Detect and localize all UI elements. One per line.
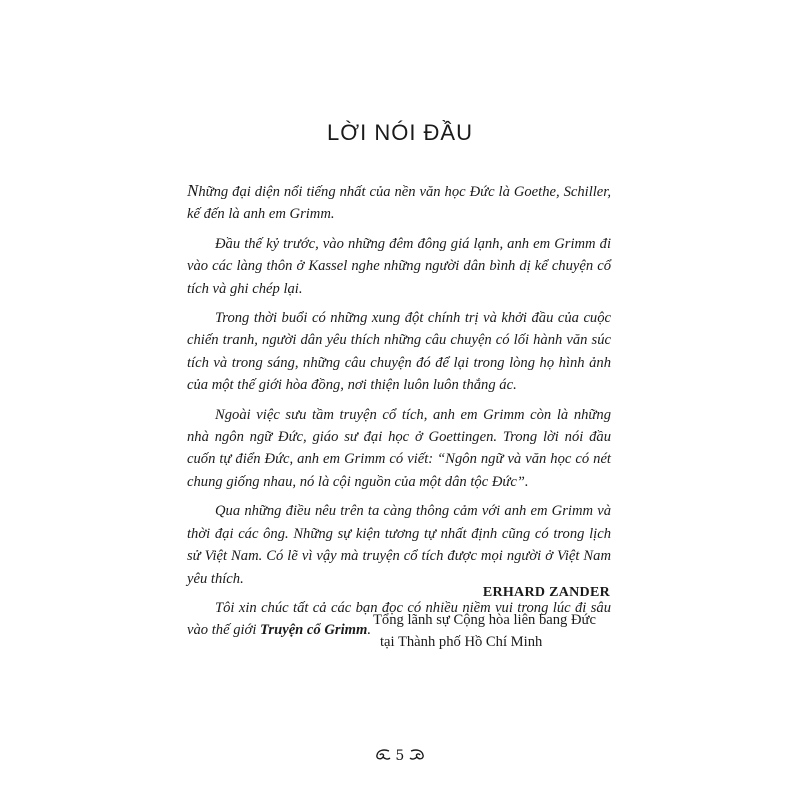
signature-position [373, 609, 623, 653]
book-title: Truyện cổ Grimm [260, 622, 368, 639]
first-letter: N [187, 181, 199, 200]
paragraph-6-text: Tôi xin chúc tất cả các bạn đọc có nhiều niềm vui trong lúc đi sâu vào thế giới [187, 599, 611, 639]
paragraph-1-text: hững đại diện nổi tiếng nhất của nền văn học Đức là Goethe, Schiller, kế đến là anh em Grimm. [187, 184, 611, 223]
paragraph-6-end: . [367, 622, 371, 639]
paragraph-5: Qua những điều nêu trên ta càng thông cảm với anh em Grimm và thời đại các ông. Những sự kiện tương tự nhất định cũng có trong lịch sử Việt Nam. Có lẽ vì vậy mà truyện cổ tích được mọi người ở Việt Nam yêu thích. [187, 503, 611, 587]
paragraph-1 [187, 180, 611, 226]
left-ornament-icon [375, 749, 395, 764]
preface-body [187, 180, 611, 649]
page-footer [0, 748, 800, 764]
position-line-2: tại Thành phố Hồ Chí Minh [380, 634, 543, 650]
position-line-1: Tổng lãnh sự Cộng hòa liên bang Đức [373, 612, 596, 628]
page-title: LỜI NÓI ĐẦU [327, 120, 473, 145]
right-ornament-icon [409, 749, 425, 764]
paragraph-4: Ngoài việc sưu tầm truyện cổ tích, anh em Grimm còn là những nhà ngôn ngữ Đức, giáo sư đại học ở Goettingen. Trong lời nói đầu cuốn tự điển Đức, anh em Grimm có viết: “Ngôn ngữ và văn học có nét chung giống nhau, nó là cội nguồn của một dân tộc Đức”. [187, 406, 611, 490]
paragraph-2: Đầu thế kỷ trước, vào những đêm đông giá lạnh, anh em Grimm đi vào các làng thôn ở Kassel nghe những người dân bình dị kể chuyện cổ tích và ghi chép lại. [187, 235, 611, 297]
paragraph-3: Trong thời buổi có những xung đột chính trị và khởi đầu của cuộc chiến tranh, người dân yêu thích những câu chuyện có lối hành văn súc tích và trong sáng, những câu chuyện đó để lại trong lòng họ hình ảnh của một thế giới hòa đồng, nơi thiện luôn luôn thắng ác. [187, 310, 611, 394]
signature-name: ERHARD ZANDER [482, 585, 610, 600]
page-number: 5 [395, 748, 405, 764]
